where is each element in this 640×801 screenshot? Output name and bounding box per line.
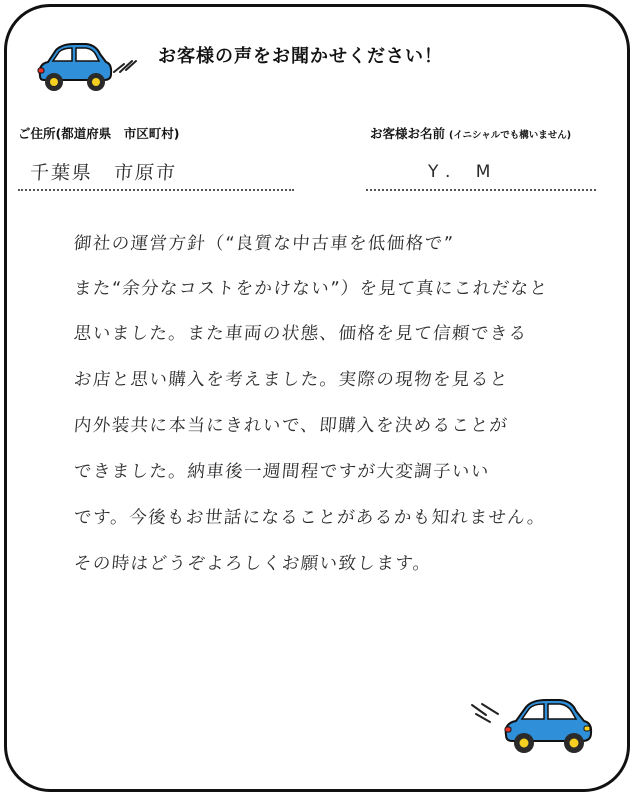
speed-lines-icon (470, 702, 504, 726)
message-line: お店と思い購入を考えました。実際の現物を見ると (72, 370, 510, 390)
address-dotted-line (18, 189, 294, 191)
page-title: お客様の声をお聞かせください！ (158, 46, 443, 67)
name-value: Y. M (428, 162, 501, 182)
name-label (370, 124, 571, 142)
message-line: です。今後もお世話になることがあるかも知れません。 (72, 508, 547, 528)
address-label: ご住所(都道府県 市区町村) (18, 126, 180, 141)
name-label-text: お客様お名前 (370, 126, 446, 141)
message-line: 思いました。また車両の状態、価格を見て信頼できる (72, 324, 529, 344)
car-icon (502, 695, 594, 755)
message-line: 内外装共に本当にきれいで、即購入を決めることが (72, 416, 510, 436)
testimonial-card (4, 4, 630, 792)
message-line: その時はどうぞよろしくお願い致します。 (72, 554, 433, 574)
car-icon (34, 40, 114, 94)
speed-lines-icon (112, 52, 138, 74)
name-label-note: (イニシャルでも構いません) (449, 130, 572, 141)
address-value: 千葉県 市原市 (29, 162, 178, 184)
name-dotted-line (366, 189, 596, 191)
message-line: また“余分なコストをかけない”）を見て真にこれだなと (72, 279, 550, 299)
message-line: できました。納車後一週間程ですが大変調子いい (72, 462, 491, 482)
message-line: 御社の運営方針（“良質な中古車を低価格で” (72, 234, 455, 254)
